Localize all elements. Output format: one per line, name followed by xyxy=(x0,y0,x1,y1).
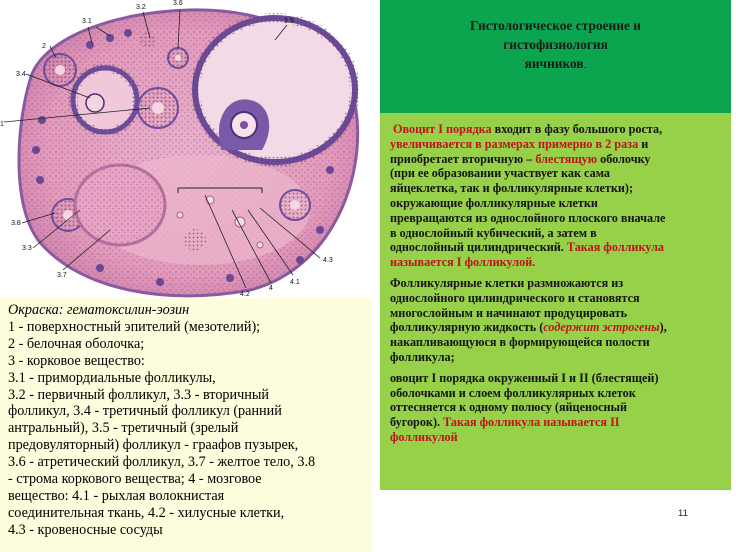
caption-line: фолликул, 3.4 - третичный фолликул (ранний xyxy=(8,403,282,420)
text-line xyxy=(390,320,726,335)
text-line xyxy=(390,122,726,137)
text-line xyxy=(390,240,726,255)
figure-label-3-5: 3.5 xyxy=(284,18,294,25)
figure-label-3-1: 3.1 xyxy=(82,18,92,25)
caption-line: 4.3 - кровеносные сосуды xyxy=(8,521,163,538)
text-span: и xyxy=(638,136,649,151)
figure-label-3-4: 3.4 xyxy=(16,71,26,78)
text-line: яйцеклетка, так и фолликулярные клетки); xyxy=(390,181,634,196)
slide-title-period: . xyxy=(583,59,587,71)
figure-label-4-3: 4.3 xyxy=(323,257,333,264)
slide-title-text: яичников xyxy=(524,56,584,71)
text-line: овоцит I порядка окруженный I и II (блестящей) xyxy=(390,370,659,385)
text-line: фолликулой xyxy=(390,429,458,444)
text-line: многослойным и начинают продуцировать xyxy=(390,305,628,320)
text-line xyxy=(390,152,726,167)
figure-label-4-2: 4.2 xyxy=(240,291,250,298)
highlight-term: Такая фолликула xyxy=(566,240,665,255)
caption-line: вещество: 4.1 - рыхлая волокнистая xyxy=(8,487,225,504)
figure-label-3-6: 3.6 xyxy=(173,0,183,7)
text-line: в однослойный кубический, а затем в xyxy=(390,225,597,240)
figure-label-2: 2 xyxy=(42,43,46,50)
text-span: фолликулярную жидкость ( xyxy=(390,320,544,335)
text-span: однослойный цилиндрический. xyxy=(390,240,567,255)
slide-title-line-2: гистофизиология xyxy=(503,37,608,52)
text-line xyxy=(390,415,726,430)
caption-line: 3 - корковое вещество: xyxy=(8,352,145,369)
figure-label-3-3: 3.3 xyxy=(22,245,32,252)
caption-line: 3.6 - атретический фолликул, 3.7 - желтое тело, 3.8 xyxy=(8,454,316,471)
text-line: однослойного цилиндрического и становятся xyxy=(390,290,640,305)
text-span: оболочку xyxy=(597,151,651,166)
caption-line: 2 - белочная оболочка; xyxy=(8,335,145,352)
content-text xyxy=(390,122,726,445)
figure-label-3-7: 3.7 xyxy=(57,272,67,279)
page-number: 11 xyxy=(678,508,688,519)
figure-label-1: 1 xyxy=(0,121,4,128)
caption-line: Окраска: гематоксилин-эозин xyxy=(8,302,190,318)
caption-line: соединительная ткань, 4.2 - хилусные клетки, xyxy=(8,504,285,521)
text-line: окружающие фолликулярные клетки xyxy=(390,195,598,210)
text-span: приобретает вторичную – xyxy=(390,151,536,166)
figure-label-4: 4 xyxy=(269,285,273,292)
text-line: оболочками и слоем фолликулярных клеток xyxy=(390,385,636,400)
highlight-term: Такая фолликула называется II xyxy=(443,415,620,430)
text-line xyxy=(390,137,726,152)
caption-line: 3.2 - первичный фолликул, 3.3 - вторичный xyxy=(8,386,269,403)
slide-title-line-1: Гистологическое строение и xyxy=(470,18,641,33)
text-line: превращаются из однослойного плоского вначале xyxy=(390,210,666,225)
highlight-term: Овоцит I порядка xyxy=(393,122,492,136)
highlight-term: содержит эстрогены xyxy=(543,320,660,335)
highlight-term: блестящую xyxy=(535,151,598,166)
figure-label-3-8: 3.8 xyxy=(11,220,21,227)
text-span: ), xyxy=(659,320,667,335)
caption-line: предовуляторный) фолликул - граафов пузырек, xyxy=(8,437,299,454)
ovary-histology-image xyxy=(0,0,378,300)
text-line: Фолликулярные клетки размножаются из xyxy=(390,275,624,290)
highlight-term: увеличивается в размерах примерно в 2 раза xyxy=(390,136,639,151)
text-span: входит в фазу большого роста, xyxy=(491,122,663,136)
text-line: оттесняется к одному полюсу (яйценосный xyxy=(390,400,628,415)
caption-line: - строма коркового вещества; 4 - мозговое xyxy=(8,471,262,488)
content-panel xyxy=(380,113,731,490)
figure-label-3-2: 3.2 xyxy=(136,4,146,11)
text-span: бугорок). xyxy=(390,415,444,430)
text-line: (при ее образовании участвует как сама xyxy=(390,166,611,181)
figure-caption xyxy=(0,298,372,552)
figure-label-4-1: 4.1 xyxy=(290,279,300,286)
caption-line: антральный), 3.5 - третичный (зрелый xyxy=(8,420,239,437)
text-line: накапливающуюся в формирующейся полости xyxy=(390,335,650,350)
slide-title-panel xyxy=(380,0,731,113)
text-line: называется I фолликулой. xyxy=(390,255,536,270)
caption-line: 1 - поверхностный эпителий (мезотелий); xyxy=(8,318,261,335)
text-line: фолликула; xyxy=(390,349,455,364)
slide-title-line-3 xyxy=(380,56,731,72)
caption-line: 3.1 - примордиальные фолликулы, xyxy=(8,369,216,386)
